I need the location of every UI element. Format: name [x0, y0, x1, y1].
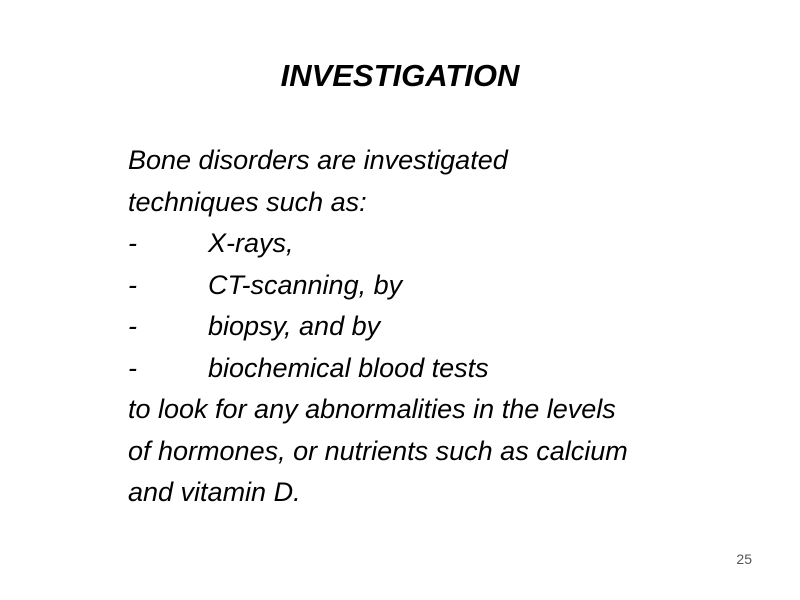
bullet-item-x-rays: [128, 223, 768, 265]
slide-body: [128, 140, 768, 514]
closing-line: and vitamin D.: [128, 477, 301, 507]
bullet-item-ct-scanning: [128, 265, 768, 307]
closing-line: of hormones, or nutrients such as calcium: [128, 435, 628, 466]
page-number: 25: [736, 551, 752, 567]
bullet-item-blood-tests: [128, 348, 768, 390]
bullet-dash: -: [128, 352, 137, 383]
bullet-text: CT-scanning, by: [208, 269, 403, 300]
bullet-dash: -: [128, 228, 137, 258]
bullet-text: X-rays,: [208, 228, 294, 258]
intro-line: Bone disorders are investigated: [128, 145, 508, 175]
bullet-text: biopsy, and by: [208, 311, 381, 341]
bullet-item-biopsy: [128, 306, 768, 348]
slide-title: INVESTIGATION: [280, 58, 520, 93]
closing-line: to look for any abnormalities in the levels: [128, 394, 616, 424]
bullet-dash: -: [128, 269, 137, 300]
bullet-dash: -: [128, 311, 137, 341]
bullet-text: biochemical blood tests: [208, 352, 489, 383]
intro-line: techniques such as:: [128, 186, 367, 217]
